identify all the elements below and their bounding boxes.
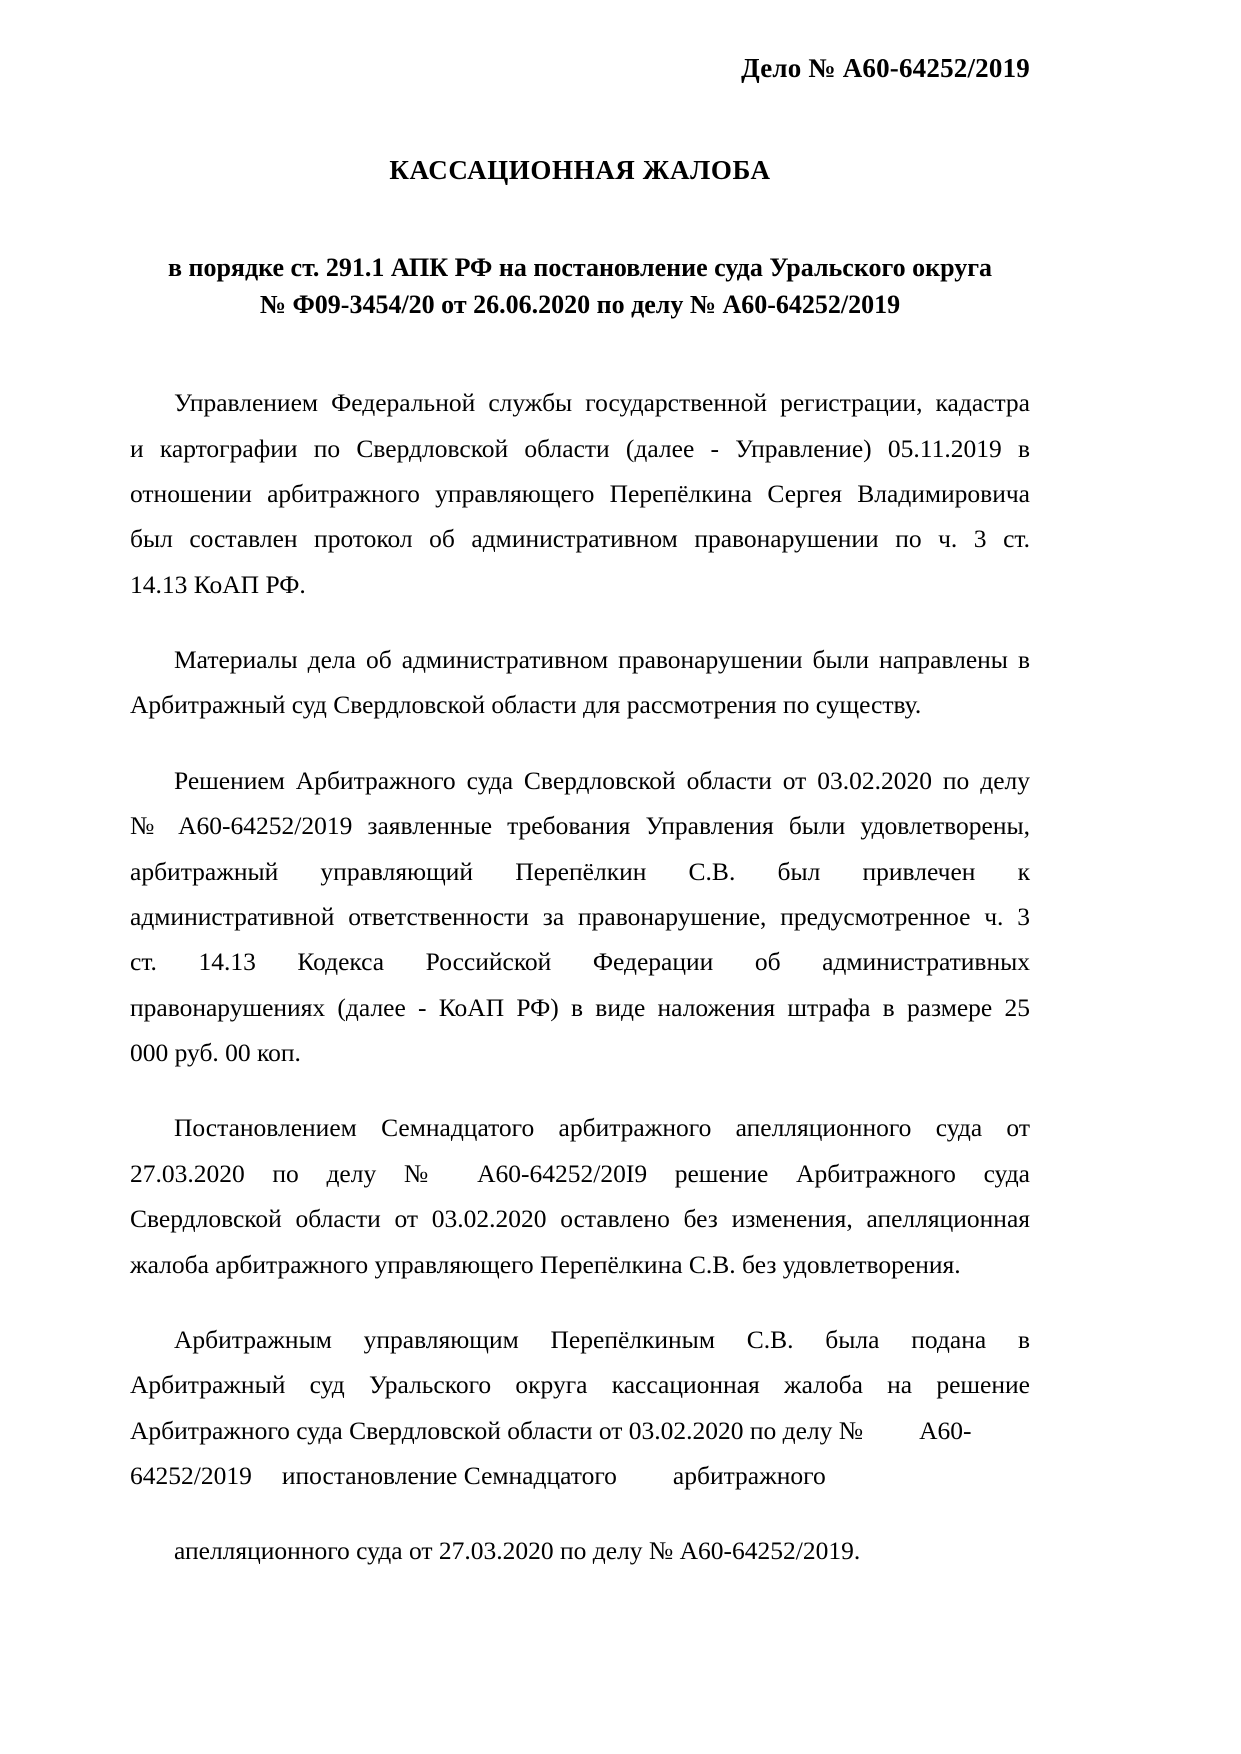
subtitle-line-2: № Ф09-3454/20 от 26.06.2020 по делу № А60-64252/2019 [259,290,901,320]
paragraph-cassation-filing [130,1317,1030,1499]
paragraph-protocol [130,380,1030,607]
page-content [130,0,1030,1574]
paragraph-line: арбитражного [672,1461,826,1491]
case-number-header: Дело № А60-64252/2019 [741,53,1030,83]
paragraph-line: апелляционного суда от 27.03.2020 по делу № А60-64252/2019. [174,1536,861,1566]
paragraph-line: правонарушениях (далее - КоАП РФ) в виде наложения штрафа в размере 25 [130,992,1030,1022]
paragraph-line: Материалы дела об административном правонарушении были направлены в [174,645,1030,675]
paragraph-line: 14.13 КоАП РФ. [130,569,306,599]
document-subtitle [130,249,1030,324]
paragraph-materials [130,637,1030,728]
paragraph-line: Арбитражного суда Свердловской области от 03.02.2020 по делу № [130,1415,864,1445]
document-body [130,380,1030,1574]
paragraph-line: 000 руб. 00 коп. [130,1038,301,1068]
paragraph-line: 27.03.2020 по делу № А60-64252/20I9 решение Арбитражного суда [130,1158,1030,1188]
paragraph-line: административной ответственности за правонарушение, предусмотренное ч. 3 [130,901,1030,931]
paragraph-line: Арбитражный суд Свердловской области для рассмотрения по существу. [130,690,922,720]
paragraph-line: Постановлением Семнадцатого арбитражного апелляционного суда от [174,1113,1030,1143]
document-title: КАССАЦИОННАЯ ЖАЛОБА [389,155,771,186]
paragraph-line: А60- [919,1415,972,1445]
paragraph-line: и картографии по Свердловской области (далее - Управление) 05.11.2019 в [130,433,1030,463]
paragraph-line: отношении арбитражного управляющего Перепёлкина Сергея Владимировича [130,478,1030,508]
paragraph-line: № А60-64252/2019 заявленные требования Управления были удовлетворены, [130,811,1030,841]
paragraph-line: ст. 14.13 Кодекса Российской Федерации об административных [130,947,1030,977]
paragraph-line-with-trailing-number [130,1408,1030,1453]
paragraph-appeal-ruling [130,1105,1030,1287]
paragraph-line: был составлен протокол об административном правонарушении по ч. 3 ст. [130,524,1030,554]
paragraph-line: Управлением Федеральной службы государственной регистрации, кадастра [174,388,1030,418]
paragraph-line: ипостановление Семнадцатого [281,1461,617,1491]
paragraph-cassation-tail [130,1528,1030,1573]
paragraph-first-instance-decision [130,758,1030,1076]
paragraph-line: Свердловской области от 03.02.2020 оставлено без изменения, апелляционная [130,1204,1030,1234]
paragraph-line: Арбитражным управляющим Перепёлкиным С.В. была подана в [174,1324,1030,1354]
paragraph-line: Решением Арбитражного суда Свердловской области от 03.02.2020 по делу [174,765,1030,795]
subtitle-line-1: в порядке ст. 291.1 АПК РФ на постановление суда Уральского округа [167,252,993,282]
paragraph-line: жалоба арбитражного управляющего Перепёлкина С.В. без удовлетворения. [130,1249,961,1279]
paragraph-line-continuation [130,1453,1030,1498]
paragraph-line: арбитражный управляющий Перепёлкин С.В. был привлечен к [130,856,1030,886]
paragraph-line: Арбитражный суд Уральского округа кассационная жалоба на решение [130,1370,1030,1400]
paragraph-line: 64252/2019 [130,1461,252,1491]
